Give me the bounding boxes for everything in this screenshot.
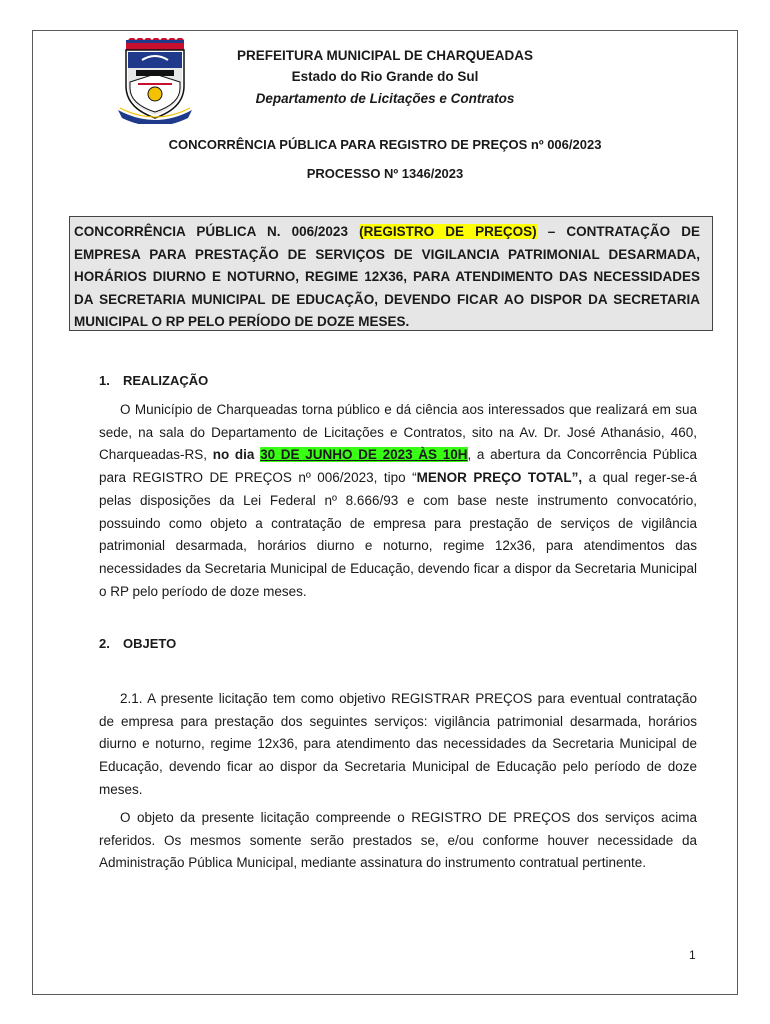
s1-date-highlight: 30 DE JUNHO DE 2023 ÀS 10H xyxy=(260,447,468,463)
page-number: 1 xyxy=(689,948,696,962)
prefeitura-title: PREFEITURA MUNICIPAL DE CHARQUEADAS xyxy=(236,48,533,63)
departamento-subtitle: Departamento de Licitações e Contratos xyxy=(255,91,515,106)
s1-bold-menor-preco: MENOR PREÇO TOTAL”, xyxy=(416,470,583,486)
summary-box xyxy=(69,216,713,331)
s1-text-a: O Município de Charqueadas torna público e dá ciência aos interessados que realizará em sua sede, na sala do Departamento de Licitações e Contratos, sito na Av. Dr. José Athanásio, 460, Charqueadas-RS, xyxy=(99,402,697,463)
section-1-paragraph xyxy=(99,399,697,603)
section-1-heading xyxy=(99,373,208,388)
estado-subtitle: Estado do Rio Grande do Sul xyxy=(291,69,479,84)
summary-prefix: CONCORRÊNCIA PÚBLICA N. 006/2023 xyxy=(74,224,360,239)
section-1-number: 1. xyxy=(99,373,110,388)
section-2-paragraph-1: 2.1. A presente licitação tem como objetivo REGISTRAR PREÇOS para eventual contratação de empresa para prestação dos seguintes serviços: vigilância patrimonial desarmada, horários diurno e noturno, regime 12x36, para atendimento das necessidades da Secretaria Municipal de Educação, devendo ficar ao dispor da Secretaria Municipal de Educação pelo período de doze meses. xyxy=(99,691,697,797)
s1-text-b: , a abertura da Concorrência Pública para REGISTRO DE PREÇOS nº 006/2023, tipo “ xyxy=(99,447,697,486)
summary-highlight: (REGISTRO DE PREÇOS) xyxy=(359,224,537,239)
section-1-title: REALIZAÇÃO xyxy=(123,373,209,388)
summary-rest: – CONTRATAÇÃO DE EMPRESA PARA PRESTAÇÃO DE SERVIÇOS DE VIGILANCIA PATRIMONIAL DESARMADA, HORÁRIOS DIURNO E NOTURNO, REGIME 12X36, PARA ATENDIMENTO DAS NECESSIDADES DA SECRETARIA MUNICIPAL DE EDUCAÇÃO, DEVENDO FICAR AO DISPOR DA SECRETARIA MUNICIPAL O RP PELO PERÍODO DE DOZE MESES. xyxy=(74,224,701,330)
section-2-title: OBJETO xyxy=(123,636,177,651)
section-2-number: 2. xyxy=(99,636,110,651)
section-2-paragraph-2: O objeto da presente licitação compreende o REGISTRO DE PREÇOS dos serviços acima referidos. Os mesmos somente serão prestados se, e/ou conforme houver necessidade da Administração Pública Municipal, mediante assinatura do instrumento contratual pertinente. xyxy=(99,810,697,871)
s1-bold-no-dia: no dia xyxy=(212,447,255,463)
section-2-heading xyxy=(99,636,176,651)
processo-number: PROCESSO Nº 1346/2023 xyxy=(306,166,464,181)
s1-text-c: a qual reger-se-á pelas disposições da Lei Federal nº 8.666/93 e com base neste instrumento convocatório, possuindo como objeto a contratação de empresa para prestação de serviços de vigilância patrimonial desarmada, horários diurno e noturno, regime 12x36, para atendimentos das necessidades da Secretaria Municipal de Educação, devendo ficar a dispor da Secretaria Municipal o RP pelo período de doze meses. xyxy=(99,470,697,599)
concorrencia-title: CONCORRÊNCIA PÚBLICA PARA REGISTRO DE PREÇOS nº 006/2023 xyxy=(168,137,602,152)
